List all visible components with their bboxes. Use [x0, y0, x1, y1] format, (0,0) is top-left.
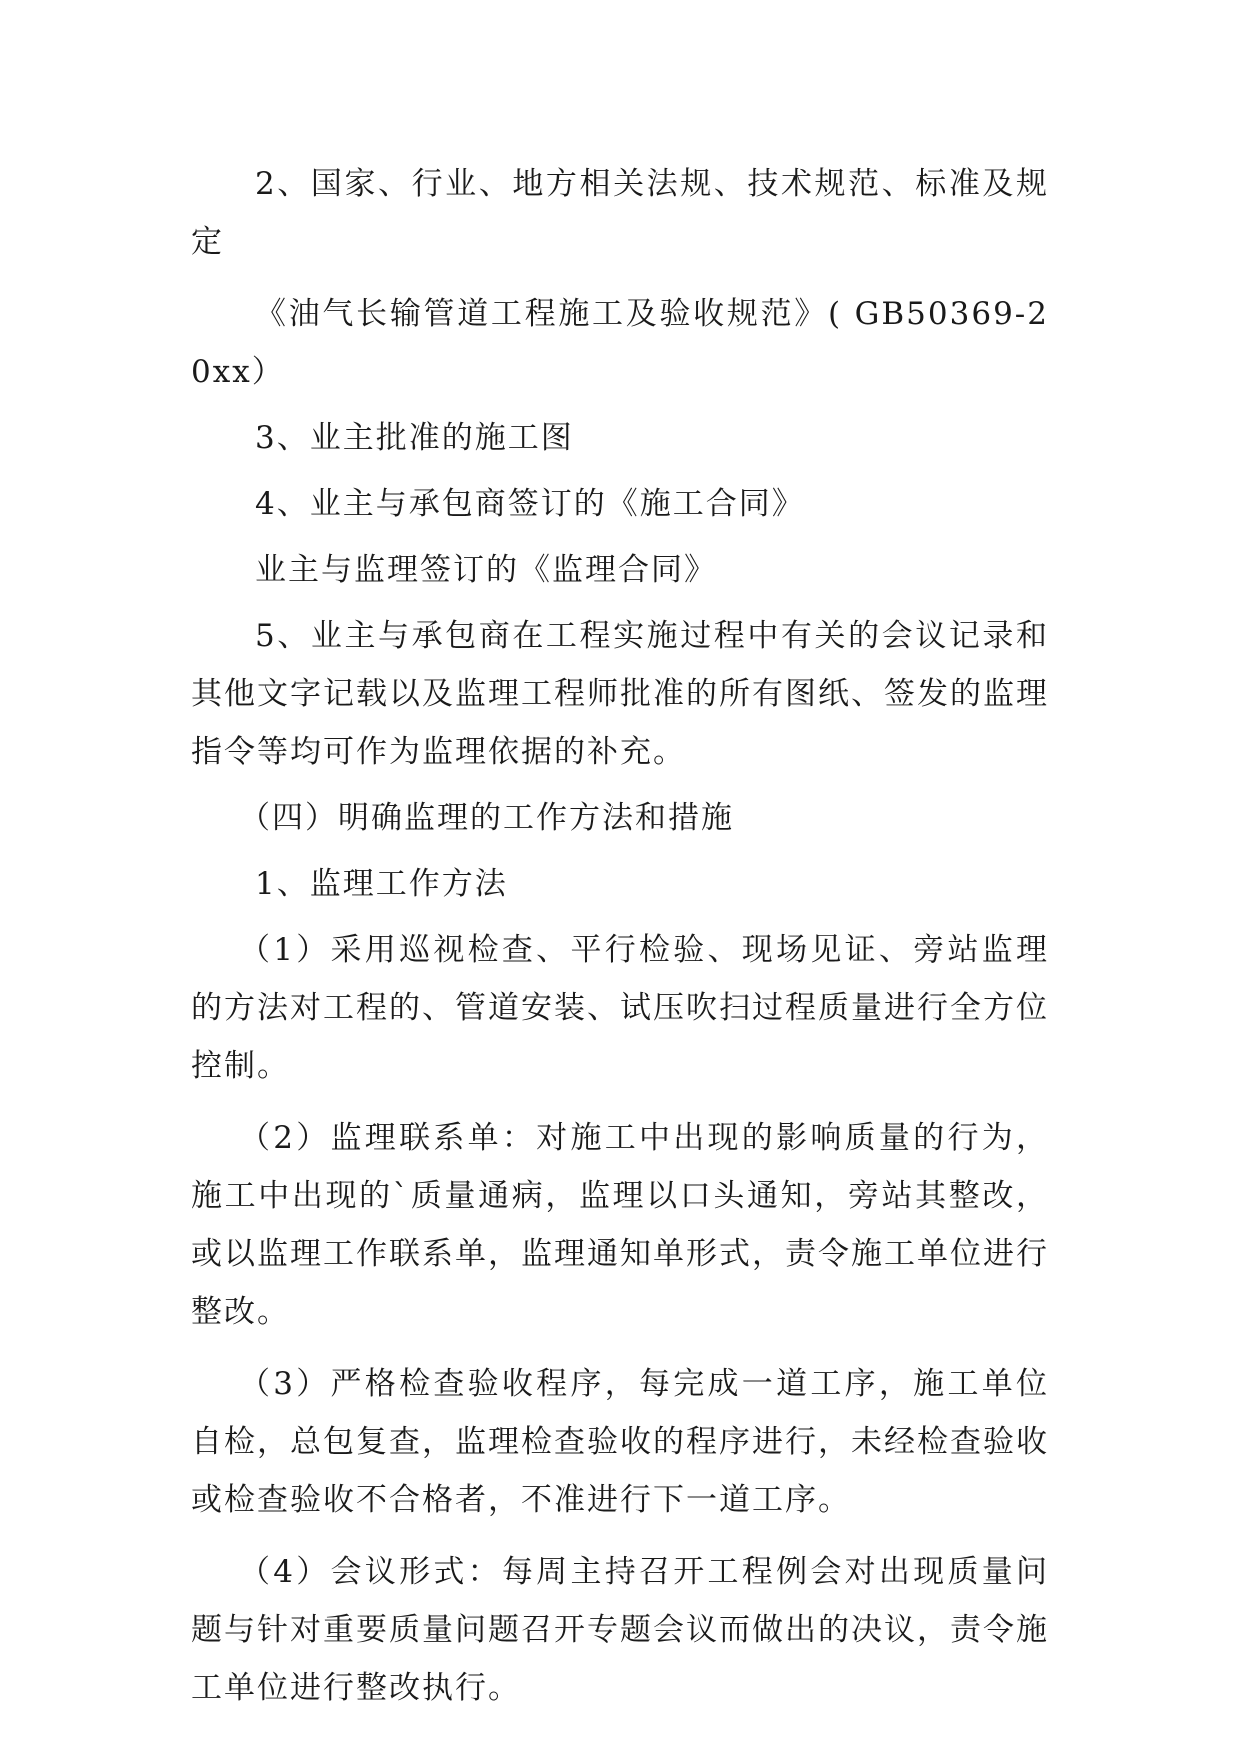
- paragraph-supervision-contract: 业主与监理签订的《监理合同》: [255, 552, 717, 588]
- paragraph-pipeline-spec: 《油气长输管道工程施工及验收规范》( GB50369-20xx）: [191, 296, 1049, 390]
- paragraph-supplementary-basis: 5、业主与承包商在工程实施过程中有关的会议记录和其他文字记载以及监理工程师批准的所有图纸、签发的监理指令等均可作为监理依据的补充。: [191, 618, 1049, 770]
- paragraph-method-4: （4）会议形式：每周主持召开工程例会对出现质量问题与针对重要质量问题召开专题会议而做出的决议，责令施工单位进行整改执行。: [191, 1554, 1049, 1706]
- document-body: [191, 155, 1049, 1717]
- paragraph-method-3: （3）严格检查验收程序，每完成一道工序，施工单位自检，总包复查，监理检查验收的程序进行，未经检查验收或检查验收不合格者，不准进行下一道工序。: [191, 1366, 1049, 1518]
- subheading-work-methods: 1、监理工作方法: [255, 866, 508, 902]
- section-heading-methods: （四）明确监理的工作方法和措施: [239, 800, 734, 836]
- paragraph-regulations: 2、国家、行业、地方相关法规、技术规范、标准及规定: [191, 166, 1049, 260]
- paragraph-construction-drawings: 3、业主批准的施工图: [255, 420, 574, 456]
- paragraph-construction-contract: 4、业主与承包商签订的《施工合同》: [255, 486, 805, 522]
- paragraph-method-2: （2）监理联系单：对施工中出现的影响质量的行为，施工中出现的`质量通病，监理以口头通知，旁站其整改，或以监理工作联系单，监理通知单形式，责令施工单位进行整改。: [191, 1120, 1049, 1330]
- paragraph-method-1: （1）采用巡视检查、平行检验、现场见证、旁站监理的方法对工程的、管道安装、试压吹扫过程质量进行全方位控制。: [191, 932, 1049, 1084]
